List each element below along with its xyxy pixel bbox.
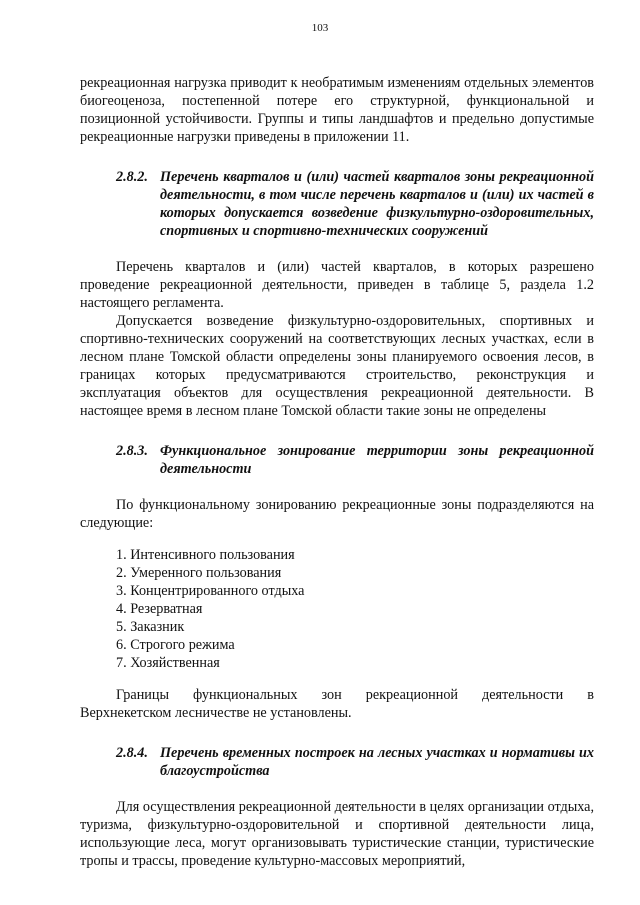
section-title: Перечень кварталов и (или) частей кварталов зоны рекреационной деятельности, в том числе перечень кварталов и (или) их частей в которых допускается возведение физкультурно-оздоровительных, спортивных и спортивно-технических сооружений bbox=[160, 169, 594, 239]
boundaries-text: Верхнекетском лесничестве не установлены. bbox=[80, 705, 352, 721]
section-number: 2.8.3. bbox=[116, 443, 148, 459]
word: рекреационной bbox=[365, 687, 459, 703]
page-number: 103 bbox=[311, 22, 329, 34]
word: деятельности bbox=[482, 687, 564, 703]
intro-paragraph: рекреационная нагрузка приводит к необратимым изменениям отдельных элементов биогеоценоза, постепенной потере его структурной, функциональной и позиционной устойчивости. Группы и типы ландшафтов и предельно допустимые рекреационные нагрузки приведены в приложении 11. bbox=[80, 75, 594, 145]
section-number: 2.8.2. bbox=[116, 169, 148, 185]
list-item: 3. Концентрированного отдыха bbox=[116, 583, 305, 599]
section-title: Функциональное зонирование территории зоны рекреационной деятельности bbox=[160, 443, 594, 477]
recreation-zones-list bbox=[80, 546, 594, 672]
section-2-8-4-heading bbox=[116, 744, 594, 780]
paragraph: По функциональному зонированию рекреационные зоны подразделяются на следующие: bbox=[80, 497, 594, 531]
word: функциональных bbox=[193, 687, 298, 703]
page-content bbox=[80, 74, 594, 870]
word: в bbox=[587, 687, 594, 703]
section-2-8-2-heading bbox=[116, 168, 594, 240]
paragraph: Допускается возведение физкультурно-оздоровительных, спортивных и спортивно-технических сооружений на соответствующих лесных участках, если в лесном плане Томской области определены зоны планируемого освоения лесов, в границах которых предусматриваются строительство, реконструкция и эксплуатация объектов для осуществления рекреационной деятельности. В настоящее время в лесном плане Томской области такие зоны не определены bbox=[80, 313, 594, 419]
section-2-8-3-heading bbox=[116, 442, 594, 478]
list-item: 7. Хозяйственная bbox=[116, 655, 220, 671]
word: Границы bbox=[116, 687, 170, 703]
list-item: 1. Интенсивного пользования bbox=[116, 547, 295, 563]
word: зон bbox=[321, 687, 342, 703]
list-item: 5. Заказник bbox=[116, 619, 185, 635]
section-number: 2.8.4. bbox=[116, 745, 148, 761]
list-item: 4. Резерватная bbox=[116, 601, 203, 617]
list-item: 2. Умеренного пользования bbox=[116, 565, 282, 581]
paragraph: Для осуществления рекреационной деятельности в целях организации отдыха, туризма, физкультурно-оздоровительной и спортивной деятельности лица, использующие леса, могут организовывать туристические станции, туристические тропы и трассы, проведение культурно-массовых мероприятий, bbox=[80, 799, 594, 869]
section-title: Перечень временных построек на лесных участках и нормативы их благоустройства bbox=[160, 745, 594, 779]
list-item: 6. Строгого режима bbox=[116, 637, 235, 653]
paragraph: Перечень кварталов и (или) частей кварталов, в которых разрешено проведение рекреационной деятельности, приведен в таблице 5, раздела 1.2 настоящего регламента. bbox=[80, 259, 594, 311]
boundaries-line bbox=[80, 686, 594, 704]
